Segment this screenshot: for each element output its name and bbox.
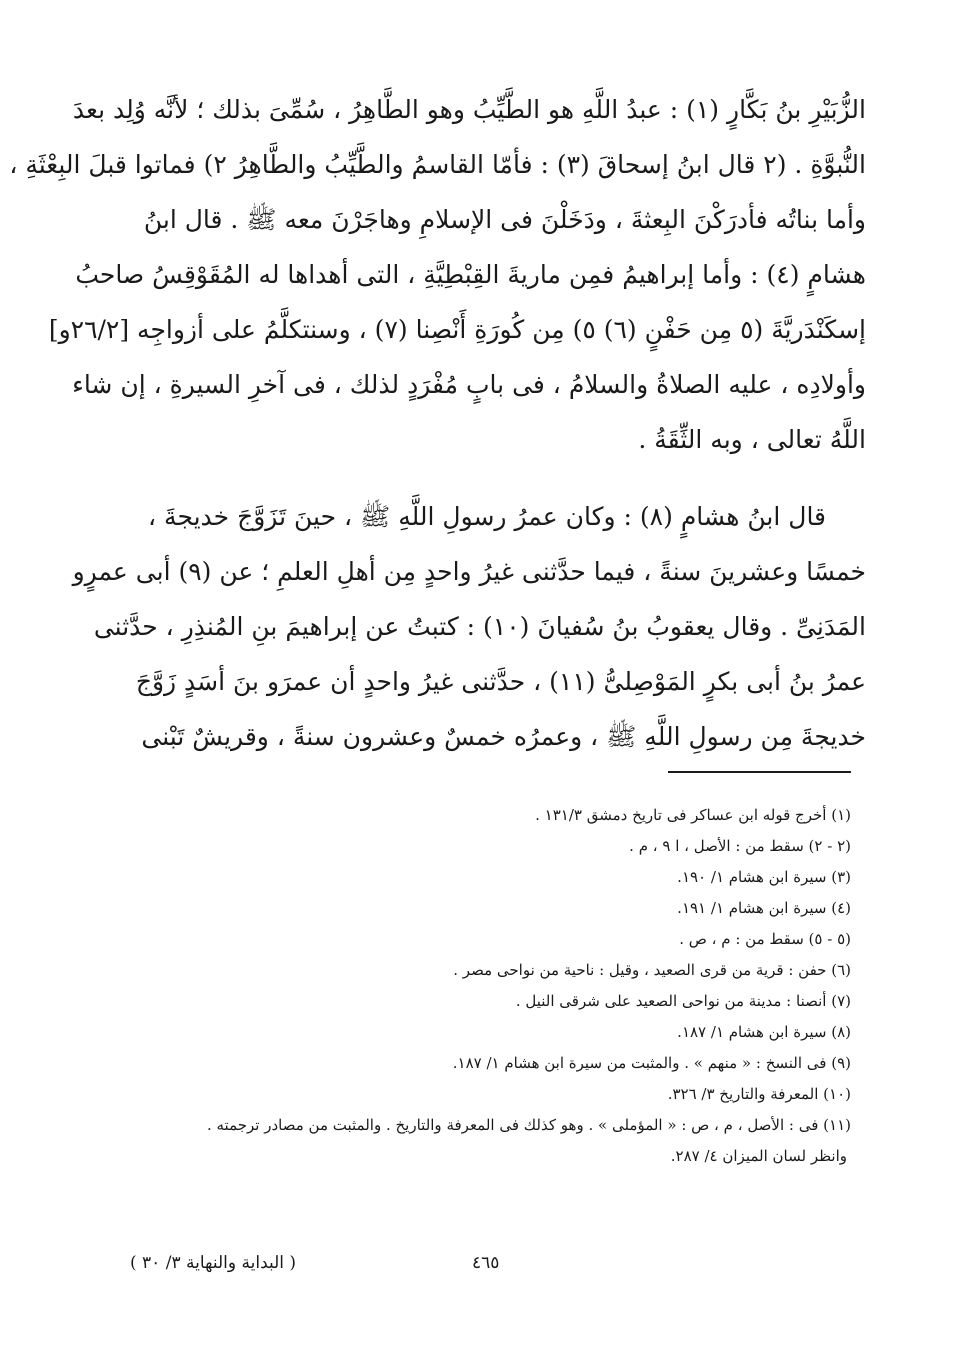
footnote: (٣) سيرة ابن هشام ١/ ١٩٠. [677, 868, 851, 886]
text-line: وأولادِه ، عليه الصلاةُ والسلامُ ، فى بابٍ مُفْرَدٍ لذلك ، فى آخرِ السيرةِ ، إن شاء [72, 370, 866, 399]
footnote: (٦) حفن : قرية من قرى الصعيد ، وقيل : ناحية من نواحى مصر . [453, 961, 851, 979]
text-line: وأما بناتُه فأدرَكْنَ البِعثةَ ، ودَخَلْنَ فى الإسلامِ وهاجَرْنَ معه ﷺ . قال ابنُ [143, 205, 866, 234]
footnote: (١٠) المعرفة والتاريخ ٣/ ٣٢٦. [667, 1085, 851, 1103]
footnotes [120, 800, 851, 1172]
text-line: الزُّبَيْرِ بنُ بَكَّارٍ (١) : عبدُ اللَّهِ هو الطَّيِّبُ وهو الطَّاهِرُ ، سُمِّىَ بذلك ؛ لأنَّه وُلِد بعدَ [72, 95, 866, 124]
paragraph-gap [148, 467, 866, 489]
text-line: اللَّهُ تعالى ، وبه الثِّقَةُ . [638, 425, 866, 454]
text-line: عمرُ بنُ أبى بكرٍ المَوْصِلىُّ (١١) ، حدَّثنى غيرُ واحدٍ أن عمرَو بنَ أسَدٍ زَوَّجَ [135, 667, 866, 696]
text-line: المَدَنِىِّ . وقال يعقوبُ بنُ سُفيانَ (١٠) : كتبتُ عن إبراهيمَ بنِ المُنذِرِ ، حدَّثنى [93, 612, 866, 641]
text-line: خديجةَ مِن رسولِ اللَّهِ ﷺ ، وعمرُه خمسٌ وعشرون سنةً ، وقريشٌ تَبْنى [141, 722, 866, 751]
footnote: (٩) فى النسخ : « منهم » . والمثبت من سيرة ابن هشام ١/ ١٨٧. [452, 1054, 851, 1072]
footnote: (١) أخرج قوله ابن عساكر فى تاريخ دمشق ١٣١/٣ . [535, 806, 851, 824]
text-line: خمسًا وعشرينَ سنةً ، فيما حدَّثنى غيرُ واحدٍ مِن أهلِ العلمِ ؛ عن (٩) أبى عمرٍو [72, 557, 866, 586]
footnote: (٤) سيرة ابن هشام ١/ ١٩١. [677, 899, 851, 917]
main-text [9, 82, 866, 764]
text-line: قال ابنُ هشامٍ (٨) : وكان عمرُ رسولِ اللَّهِ ﷺ ، حينَ تَزَوَّجَ خديجةَ ، [148, 502, 827, 531]
book-reference: ( البداية والنهاية ٣/ ٣٠ ) [130, 1253, 297, 1273]
footnote-continuation: وانظر لسان الميزان ٤/ ٢٨٧. [670, 1147, 847, 1165]
text-line: النُّبوَّةِ . (٢ قال ابنُ إسحاقَ (٣) : فأمّا القاسمُ والطَّيِّبُ والطَّاهِرُ ٢) فماتوا قبلَ البِعْثَةِ ، [9, 150, 866, 179]
footnote: (٨) سيرة ابن هشام ١/ ١٨٧. [677, 1023, 851, 1041]
text-line: هشامٍ (٤) : وأما إبراهيمُ فمِن ماريةَ القِبْطِيَّةِ ، التى أهداها له المُقَوْقِسُ صاحبُ [75, 260, 866, 289]
footnote: (٢ - ٢) سقط من : الأصل ، ا ٩ ، م . [629, 837, 851, 855]
footnote: (١١) فى : الأصل ، م ، ص : « المؤملى » . وهو كذلك فى المعرفة والتاريخ . والمثبت من مصادر ترجمته . [206, 1116, 851, 1134]
text-line: إسكَنْدَريَّةَ (٥ مِن حَفْنٍ (٦) ٥) مِن كُورَةِ أَنْصِنا (٧) ، وسنتكلَّمُ على أزواجِه [٢٦/٢و] [48, 315, 866, 344]
page-number: ٤٦٥ [472, 1253, 500, 1273]
footnote: (٥ - ٥) سقط من : م ، ص . [679, 930, 851, 948]
footnote-divider [668, 771, 851, 773]
page-footer [100, 1248, 860, 1278]
footnote: (٧) أنصنا : مدينة من نواحى الصعيد على شرقى النيل . [515, 992, 851, 1010]
